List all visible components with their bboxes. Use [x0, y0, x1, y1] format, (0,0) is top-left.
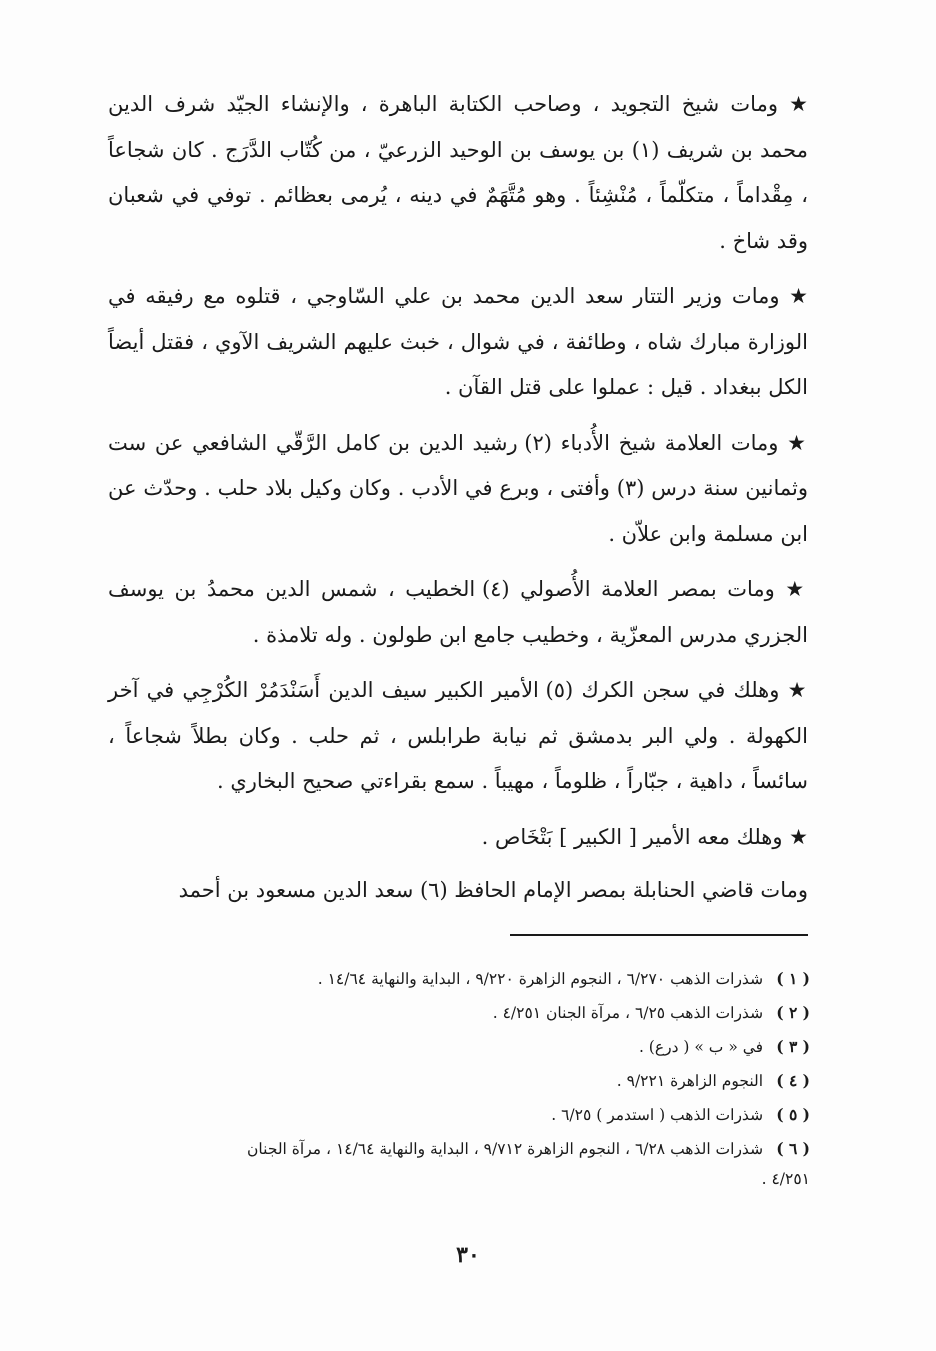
footnote-item [210, 1066, 810, 1096]
entry-paragraph: ومات قاضي الحنابلة بمصر الإمام الحافظ (٦) سعد الدين مسعود بن أحمد [178, 878, 808, 902]
footnote-number: ( ٥ ) [776, 1105, 810, 1124]
footnotes-section [210, 964, 810, 1198]
footnote-number: ( ٤ ) [776, 1071, 810, 1090]
footnote-item [210, 1032, 810, 1062]
footnote-text: شذرات الذهب ٦/٢٧٠ ، النجوم الزاهرة ٩/٢٢٠ ، البداية والنهاية ١٤/٦٤ . [317, 970, 764, 988]
entry-paragraph: ★ ومات العلامة شيخ الأُدباء (٢) رشيد الدين بن كامل الرَّقّي الشافعي عن ست وثمانين سنة درس (٣) وأفتى ، وبرع في الأدب . وكان وكيل بلاد حلب . وحدّث عن ابن مسلمة وابن علاّن . [108, 430, 808, 546]
footnote-item [210, 1100, 810, 1130]
entry-paragraph: ★ ومات شيخ التجويد ، وصاحب الكتابة الباهرة ، والإنشاء الجيّد شرف الدين محمد بن شريف (١) بن يوسف بن الوحيد الزرعيّ ، من كُتّاب الدَّرَج . كان شجاعاً ، مِقْداماً ، متكلّماً ، مُنْشِئاً . وهو مُتَّهَمٌ في دينه ، يُرمى بعظائم . توفي في شعبان وقد شاخ . [108, 92, 808, 253]
footnote-number: ( ١ ) [776, 969, 810, 988]
page-number: ٣٠ [456, 1242, 480, 1268]
footnote-text: شذرات الذهب ٦/٢٨ ، النجوم الزاهرة ٩/٧١٢ ، البداية والنهاية ١٤/٦٤ ، مرآة الجنان ٤/٢٥١ . [247, 1140, 810, 1188]
footnote-text: النجوم الزاهرة ٩/٢٢١ . [616, 1072, 764, 1090]
footnote-item [210, 1134, 810, 1194]
entry-paragraph: ★ وهلك معه الأمير [ الكبير ] بَتْخَاص . [481, 824, 808, 849]
footnote-number: ( ٢ ) [776, 1003, 810, 1022]
footnote-number: ( ٣ ) [776, 1037, 810, 1056]
footnote-text: شذرات الذهب ٦/٢٥ ، مرآة الجنان ٤/٢٥١ . [492, 1004, 764, 1022]
entry-paragraph: ★ ومات بمصر العلامة الأُصولي (٤) الخطيب ، شمس الدين محمدُ بن يوسف الجزري مدرس المعزّية ، وخطيب جامع ابن طولون . وله تلامذة . [108, 577, 808, 647]
footnote-item [210, 964, 810, 994]
footnote-text: في « ب » ( درع) . [638, 1038, 764, 1056]
footnote-number: ( ٦ ) [776, 1139, 810, 1158]
entry-paragraph: ★ وهلك في سجن الكرك (٥) الأمير الكبير سيف الدين أَسَنْدَمُرْ الكُرْجِي في آخر الكهولة . ولي البر بدمشق ثم نيابة طرابلس ، ثم حلب . وكان بطلاً شجاعاً ، سائساً ، داهية ، جبّاراً ، ظلوماً ، مهيباً . سمع بقراءتي صحيح البخاري . [108, 678, 808, 793]
main-text-body [108, 82, 808, 924]
footnote-divider [510, 934, 808, 936]
footnote-text: شذرات الذهب ( استدمر ) ٦/٢٥ . [551, 1106, 764, 1124]
entry-paragraph: ★ ومات وزير التتار سعد الدين محمد بن علي السّاوجي ، قتلوه مع رفيقه في الوزارة مبارك شاه ، وطائفة ، في شوال ، خبث عليهم الشريف الآوي ، فقتل أيضاً الكل ببغداد . قيل : عملوا على قتل القآن . [108, 284, 808, 399]
footnote-item [210, 998, 810, 1028]
